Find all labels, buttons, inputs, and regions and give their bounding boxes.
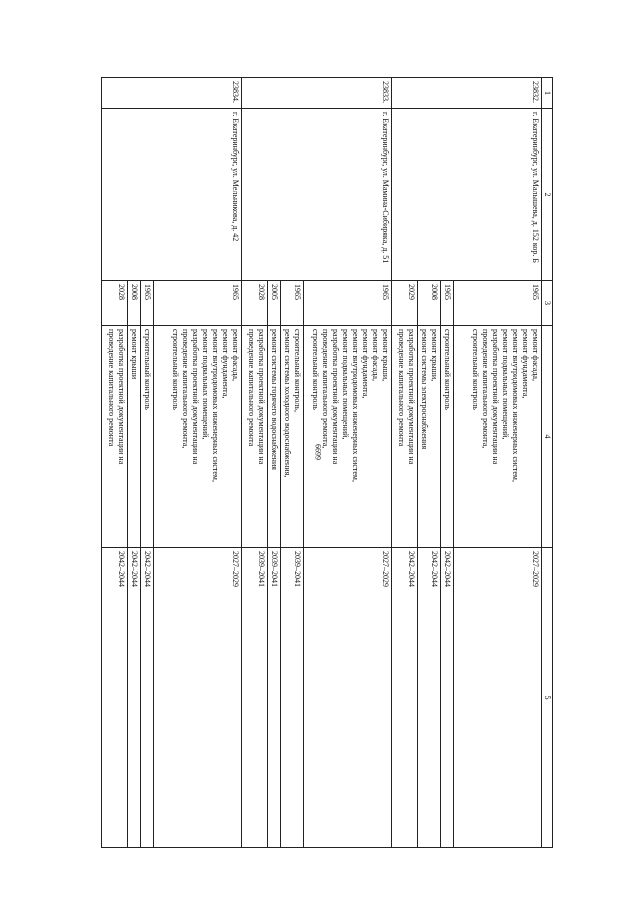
- record-id-cell: 23834.: [102, 78, 242, 109]
- work-line: ремонт системы холодного водоснабжения,: [283, 329, 292, 478]
- period-cell: 2039–2041: [281, 548, 304, 848]
- period-cell: 2042–2044: [441, 548, 454, 848]
- work-line: разработка проектной документации на: [491, 329, 500, 465]
- year-cell: 1965: [441, 281, 454, 326]
- work-line: строительный контроль: [443, 329, 452, 410]
- work-line: ремонт фасада,: [531, 329, 540, 381]
- work-line: разработка проектной документации на: [117, 329, 126, 465]
- work-line: ремонт подвальных помещений,: [341, 329, 350, 440]
- year-cell: 2005: [268, 281, 281, 326]
- column-header: 3: [542, 281, 553, 326]
- work-line: ремонт внутридомовых инженерных систем,: [211, 329, 220, 482]
- works-cell: [392, 326, 418, 548]
- period-cell: 2027–2029: [454, 548, 542, 848]
- work-line: строительный контроль: [471, 329, 480, 410]
- works-cell: [281, 326, 304, 548]
- period-cell: 2042–2044: [102, 548, 128, 848]
- works-cell: [242, 326, 268, 548]
- work-line: строительный контроль: [143, 329, 152, 410]
- column-header: 2: [542, 109, 553, 281]
- year-cell: 2028: [102, 281, 128, 326]
- period-cell: 2042–2044: [392, 548, 418, 848]
- column-header: 1: [542, 78, 553, 109]
- year-cell: 1965: [154, 281, 242, 326]
- rotated-table-container: [86, 77, 553, 847]
- work-line: ремонт системы электроснабжения: [420, 329, 429, 450]
- work-line: ремонт подвальных помещений,: [501, 329, 510, 440]
- period-cell: 2027–2029: [154, 548, 242, 848]
- address-cell: г. Екатеринбург, ул. Мамина-Сибиряка, д. 51: [242, 109, 392, 281]
- table-body: [102, 78, 542, 848]
- works-cell: [102, 326, 128, 548]
- year-cell: 1965: [454, 281, 542, 326]
- work-line: ремонт подвальных помещений,: [201, 329, 210, 440]
- year-cell: 1965: [281, 281, 304, 326]
- works-cell: [418, 326, 441, 548]
- period-cell: 2042–2044: [128, 548, 141, 848]
- work-line: ремонт фасада,: [371, 329, 380, 381]
- work-line: ремонт крыши,: [381, 329, 390, 382]
- work-line: ремонт системы горячего водоснабжения: [270, 329, 279, 470]
- works-cell: [128, 326, 141, 548]
- work-line: проведение капитального ремонта,: [481, 329, 490, 449]
- column-header: 5: [542, 548, 553, 848]
- period-cell: 2039–2041: [242, 548, 268, 848]
- work-line: разработка проектной документации на: [191, 329, 200, 465]
- period-cell: 2039–2041: [268, 548, 281, 848]
- year-cell: 2008: [128, 281, 141, 326]
- work-line: проведение капитального ремонта,: [181, 329, 190, 449]
- works-cell: [268, 326, 281, 548]
- works-cell: [454, 326, 542, 548]
- work-line: строительный контроль,: [293, 329, 302, 412]
- table-row: [454, 78, 542, 848]
- period-cell: 2027–2029: [304, 548, 392, 848]
- year-cell: 1965: [304, 281, 392, 326]
- table-row: [304, 78, 392, 848]
- works-cell: [141, 326, 154, 548]
- period-cell: 2042–2044: [141, 548, 154, 848]
- year-cell: 2028: [242, 281, 268, 326]
- work-line: ремонт фундамента,: [221, 329, 230, 399]
- works-cell: [441, 326, 454, 548]
- page-number: 6699: [313, 444, 323, 460]
- work-line: разработка проектной документации на: [407, 329, 416, 465]
- work-line: строительный контроль: [171, 329, 180, 410]
- year-cell: 2029: [392, 281, 418, 326]
- period-cell: 2042–2044: [418, 548, 441, 848]
- work-line: ремонт фасада,: [231, 329, 240, 381]
- work-line: ремонт крыши: [130, 329, 139, 380]
- repair-schedule-table: [101, 77, 553, 848]
- works-cell: [154, 326, 242, 548]
- column-header: 4: [542, 326, 553, 548]
- work-line: ремонт крыши,: [430, 329, 439, 382]
- work-line: ремонт фундамента,: [521, 329, 530, 399]
- work-line: разработка проектной документации на: [257, 329, 266, 465]
- address-cell: г. Екатеринбург, ул. Малышева, д. 152 кор. Б: [392, 109, 542, 281]
- work-line: ремонт внутридомовых инженерных систем,: [351, 329, 360, 482]
- table-row: [154, 78, 242, 848]
- work-line: строительный контроль: [311, 329, 320, 410]
- work-line: разработка проектной документации на: [331, 329, 340, 465]
- record-id-cell: 23832.: [392, 78, 542, 109]
- work-line: проведение капитального ремонта: [397, 329, 406, 447]
- year-cell: 2008: [418, 281, 441, 326]
- work-line: проведение капитального ремонта: [247, 329, 256, 447]
- year-cell: 1965: [141, 281, 154, 326]
- work-line: ремонт внутридомовых инженерных систем,: [511, 329, 520, 482]
- work-line: проведение капитального ремонта: [107, 329, 116, 447]
- header-row: [542, 78, 553, 848]
- work-line: проведение капитального ремонта,: [321, 329, 330, 449]
- record-id-cell: 23833.: [242, 78, 392, 109]
- works-cell: [304, 326, 392, 548]
- work-line: ремонт фундамента,: [361, 329, 370, 399]
- address-cell: г. Екатеринбург, ул. Мельникова, д. 42: [102, 109, 242, 281]
